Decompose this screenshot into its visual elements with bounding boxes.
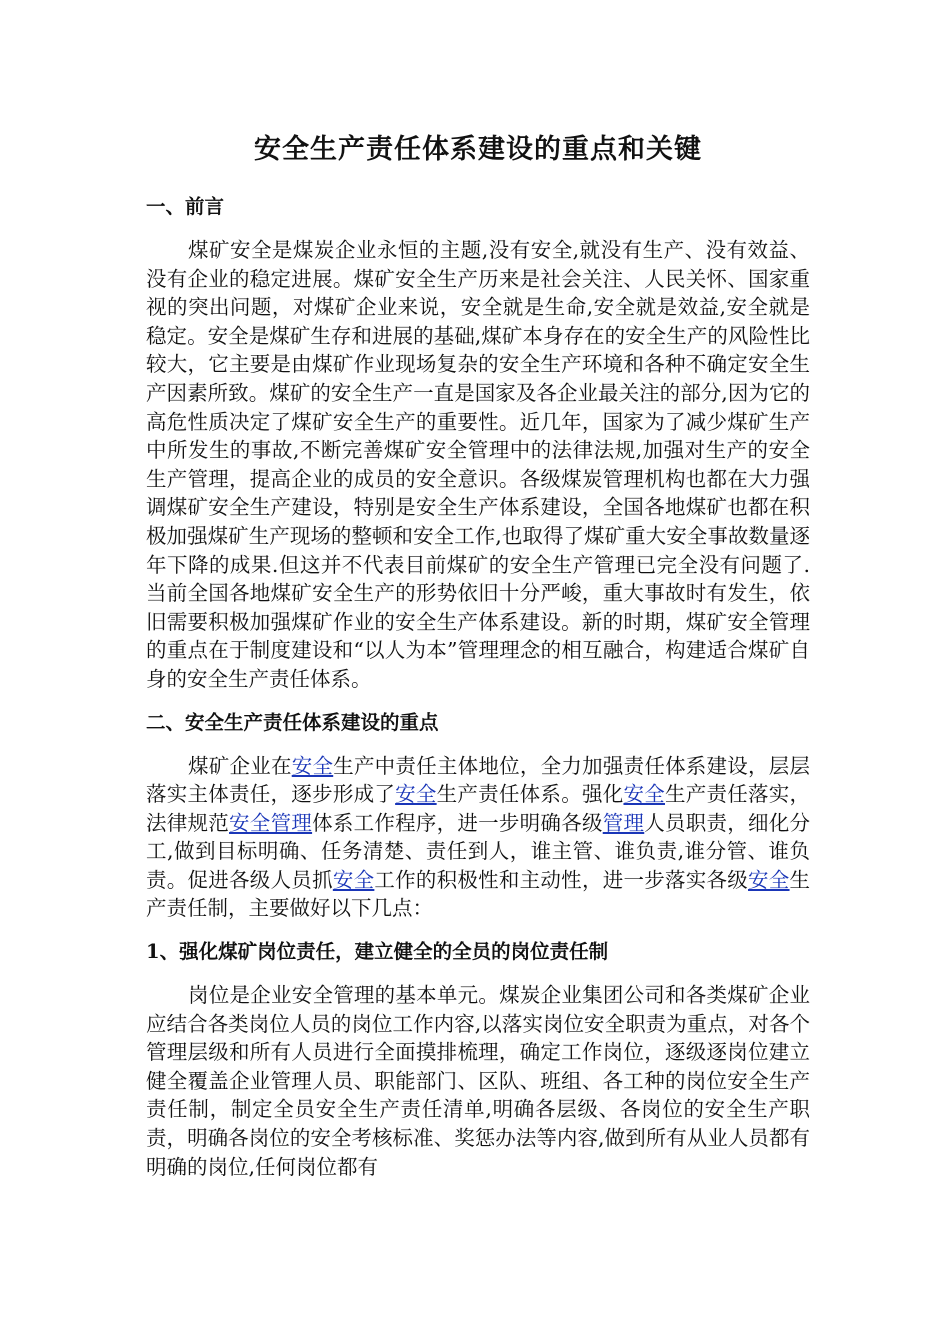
safety-link[interactable]: 安全 <box>623 782 665 807</box>
text-run: 体系工作程序，进一步明确各级 <box>312 810 603 835</box>
safety-link[interactable]: 安全 <box>748 867 790 892</box>
subsection-heading-post-responsibility: 1、强化煤矿岗位责任，建立健全的全员的岗位责任制 <box>146 940 609 964</box>
document-title: 安全生产责任体系建设的重点和关键 <box>254 134 702 165</box>
text-run: 工作的积极性和主动性，进一步落实各级 <box>374 867 749 892</box>
text-run: 人员职责，细化分工,做到目标明确、任务清楚、责任到人，谁主管、谁负责,谁分管、谁负责。促进各级人员抓 <box>146 810 811 892</box>
safety-link[interactable]: 安全 <box>291 753 334 778</box>
text-run: 煤矿企业在 <box>188 753 292 778</box>
post-responsibility-paragraph: 岗位是企业安全管理的基本单元。煤炭企业集团公司和各类煤矿企业应结合各类岗位人员的岗位工作内容,以落实岗位安全职责为重点，对各个管理层级和所有人员进行全面摸排梳理，确定工作岗位，逐级逐岗位建立健全覆盖企业管理人员、职能部门、区队、班组、各工种的岗位安全生产责任制，制定全员安全生产责任清单,明确各层级、各岗位的安全生产职责，明确各岗位的安全考核标准、奖惩办法等内容,做到所有从业人员都有明确的岗位,任何岗位都有 <box>146 983 810 1179</box>
text-run: 生产责任落实，法律规范 <box>146 782 811 835</box>
safety-management-link[interactable]: 安全管理 <box>229 810 313 835</box>
safety-link[interactable]: 安全 <box>332 867 375 892</box>
text-run: 生产责任制，主要做好以下几点： <box>146 867 811 921</box>
preface-paragraph: 煤矿安全是煤炭企业永恒的主题,没有安全,就没有生产、没有效益、没有企业的稳定进展。煤矿安全生产历来是社会关注、人民关怀、国家重视的突出问题，对煤矿企业来说，安全就是生命,安全就是效益,安全就是稳定。安全是煤矿生存和进展的基础,煤矿本身存在的安全生产的风险性比较大，它主要是由煤矿作业现场复杂的安全生产环境和各种不确定安全生产因素所致。煤矿的安全生产一直是国家及各企业最关注的部分,因为它的高危性质决定了煤矿安全生产的重要性。近几年，国家为了减少煤矿生产中所发生的事故,不断完善煤矿安全管理中的法律法规,加强对生产的安全生产管理，提高企业的成员的安全意识。各级煤炭管理机构也都在大力强调煤矿安全生产建设，特别是安全生产体系建设，全国各地煤矿也都在积极加强煤矿生产现场的整顿和安全工作,也取得了煤矿重大安全事故数量逐年下降的成果.但这并不代表目前煤矿的安全生产管理已完全没有问题了.当前全国各地煤矿安全生产的形势依旧十分严峻，重大事故时有发生，依旧需要积极加强煤矿作业的安全生产体系建设。新的时期，煤矿安全管理的重点在于制度建设和“以人为本”管理理念的相互融合，构建适合煤矿自身的安全生产责任体系。 <box>146 238 810 691</box>
section-heading-preface: 一、前言 <box>146 195 225 218</box>
text-run: 生产中责任主体地位，全力加强责任体系建设，层层落实主体责任，逐步形成了 <box>146 753 811 807</box>
key-points-paragraph <box>146 752 810 924</box>
document-page <box>146 130 810 1195</box>
text-run: 生产责任体系。强化 <box>436 782 624 807</box>
safety-link[interactable]: 安全 <box>395 782 437 807</box>
management-link[interactable]: 管理 <box>602 810 645 835</box>
section-heading-key-points: 二、安全生产责任体系建设的重点 <box>146 710 439 734</box>
